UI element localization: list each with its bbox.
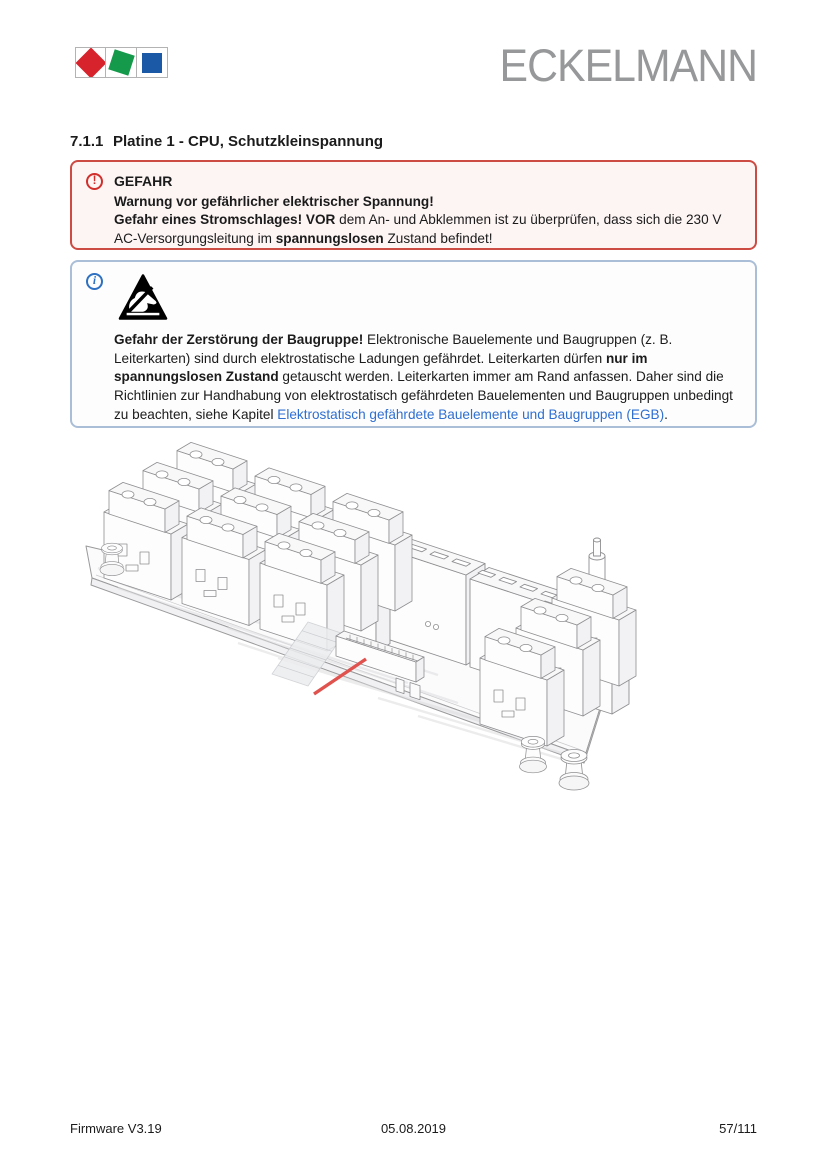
info-icon: i <box>86 273 103 290</box>
esd-warning-triangle-icon <box>118 274 168 321</box>
logo-cell-red <box>75 47 106 78</box>
cross-reference-link[interactable]: Elektrostatisch gefährdete Bauelemente und Baugruppen (EGB) <box>277 406 665 422</box>
footer-date: 05.08.2019 <box>380 1121 447 1136</box>
brand-wordmark: ECKELMANN <box>499 40 757 91</box>
danger-icon-column <box>86 172 114 238</box>
danger-text <box>114 172 741 247</box>
section-title: Platine 1 - CPU, Schutzkleinspannung <box>113 133 384 150</box>
esd-text <box>114 272 741 422</box>
cpu-board-figure <box>78 428 653 793</box>
footer-firmware-version: Firmware V3.19 <box>70 1121 162 1136</box>
section-heading <box>70 133 383 150</box>
danger-exclamation-icon: ! <box>86 173 103 190</box>
info-icon-column <box>86 272 114 416</box>
danger-body: Gefahr eines Stromschlages! VOR dem An- und Abklemmen ist zu überprüfen, dass sich die 230 V AC-Versorgungsleitung im spannungslosen Zustand befindet! <box>114 212 722 247</box>
cpu-board-illustration <box>78 428 653 793</box>
green-square-icon <box>108 49 134 75</box>
danger-title: GEFAHR <box>114 173 173 189</box>
esd-notice-box <box>70 260 757 428</box>
red-diamond-icon <box>75 47 106 78</box>
terminal-blocks-left <box>104 442 412 651</box>
eckelmann-logo-icon <box>75 47 168 78</box>
danger-subtitle: Warnung vor gefährlicher elektrischer Spannung! <box>114 193 434 209</box>
logo-cell-blue <box>137 47 168 78</box>
esd-body: Gefahr der Zerstörung der Baugruppe! Elektronische Bauelemente und Baugruppen (z. B. Leiterkarten) sind durch elektrostatische Ladungen gefährdet. Leiterkarten dürfen nur im spannungslosen Zustand getauscht werden. Leiterkarten immer am Rand anfassen. Daher sind die Richtlinien zur Handhabung von elektrostatisch gefährdeten Bauelementen und Baugruppen unbedingt zu beachten, siehe Kapitel Elektrostatisch gefährdete Bauelemente und Baugruppen (EGB). <box>114 332 733 422</box>
page-footer <box>70 1121 757 1136</box>
blue-square-icon <box>142 53 162 73</box>
section-number: 7.1.1 <box>70 133 104 150</box>
logo-cell-green <box>106 47 137 78</box>
footer-page-number: 57/111 <box>719 1121 757 1136</box>
danger-notice-box <box>70 160 757 250</box>
